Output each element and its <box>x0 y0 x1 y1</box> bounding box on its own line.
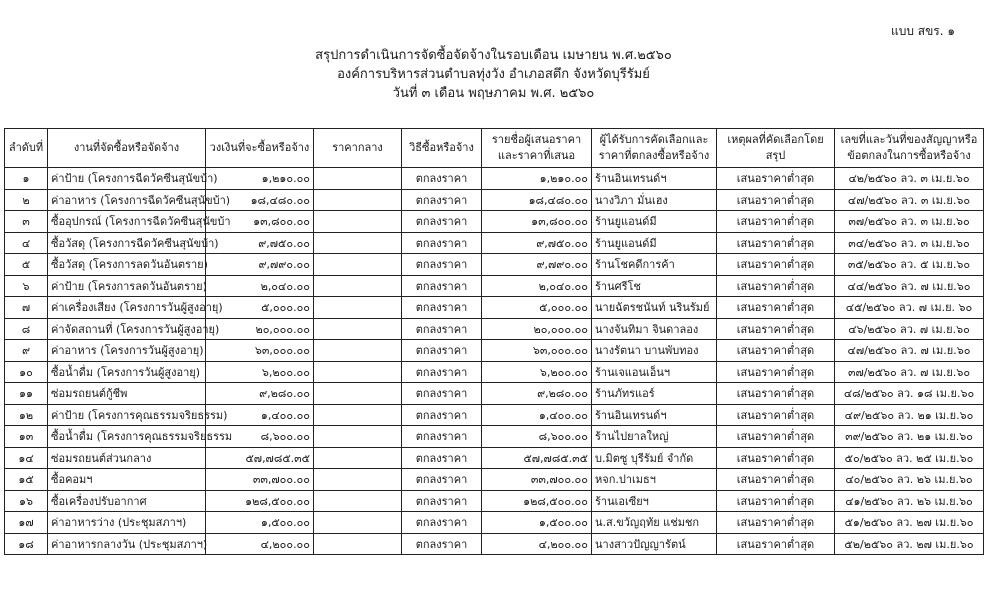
cell-method: ตกลงราคา <box>402 361 482 383</box>
cell-winner: ร้านเอเซียฯ <box>592 490 717 512</box>
procurement-table <box>4 128 984 555</box>
cell-winner: ร้านอินเทรนด์ฯ <box>592 168 717 190</box>
cell-reason: เสนอราคาต่ำสุด <box>717 404 835 426</box>
cell-winner: นางจันทิมา จินดาลอง <box>592 318 717 340</box>
table-row <box>5 447 984 469</box>
cell-no: ๑๓ <box>5 426 48 448</box>
cell-budget: ๒๐,๐๐๐.๐๐ <box>206 318 314 340</box>
cell-median-price <box>314 232 402 254</box>
cell-method: ตกลงราคา <box>402 512 482 534</box>
cell-item: ค่าเครื่องเสียง (โครงการวันผู้สูงอายุ) <box>48 297 206 319</box>
cell-budget: ๕,๐๐๐.๐๐ <box>206 297 314 319</box>
cell-median-price <box>314 361 402 383</box>
cell-no: ๒ <box>5 189 48 211</box>
cell-median-price <box>314 512 402 534</box>
cell-bid: ๕,๐๐๐.๐๐ <box>482 297 592 319</box>
cell-median-price <box>314 404 402 426</box>
cell-contract: ๓๗/๒๕๖๐ ลว. ๗ เม.ย.๖๐ <box>835 361 984 383</box>
cell-budget: ๑,๔๐๐.๐๐ <box>206 404 314 426</box>
header-date: วันที่ ๓ เดือน พฤษภาคม พ.ศ. ๒๕๖๐ <box>392 86 595 101</box>
cell-bid: ๔,๒๐๐.๐๐ <box>482 533 592 555</box>
cell-winner: ร้านเจแอนเอ็นฯ <box>592 361 717 383</box>
cell-method: ตกลงราคา <box>402 168 482 190</box>
cell-contract: ๕๑/๒๕๖๐ ลว. ๒๗ เม.ย.๖๐ <box>835 512 984 534</box>
cell-reason: เสนอราคาต่ำสุด <box>717 426 835 448</box>
cell-bid: ๙,๗๕๐.๐๐ <box>482 232 592 254</box>
cell-budget: ๔,๒๐๐.๐๐ <box>206 533 314 555</box>
cell-bid: ๑,๕๐๐.๐๐ <box>482 512 592 534</box>
cell-budget: ๘,๖๐๐.๐๐ <box>206 426 314 448</box>
cell-method: ตกลงราคา <box>402 254 482 276</box>
cell-reason: เสนอราคาต่ำสุด <box>717 211 835 233</box>
cell-contract: ๔๗/๒๕๖๐ ลว. ๓ เม.ย.๖๐ <box>835 189 984 211</box>
cell-winner: ร้านศรีโช <box>592 275 717 297</box>
cell-winner: นางวิภา มั่นเฮง <box>592 189 717 211</box>
cell-budget: ๙,๗๙๐.๐๐ <box>206 254 314 276</box>
cell-method: ตกลงราคา <box>402 297 482 319</box>
cell-reason: เสนอราคาต่ำสุด <box>717 490 835 512</box>
cell-item: ซื้อเครื่องปรับอากาศ <box>48 490 206 512</box>
cell-budget: ๖,๒๐๐.๐๐ <box>206 361 314 383</box>
cell-item: ซื้อวัสดุ (โครงการฉีดวัคซีนสุนัขบ้า) <box>48 232 206 254</box>
cell-winner: บ.มิตซู บุรีรัมย์ จำกัด <box>592 447 717 469</box>
cell-contract: ๓๗/๒๕๖๐ ลว. ๓ เม.ย.๖๐ <box>835 211 984 233</box>
cell-no: ๙ <box>5 340 48 362</box>
cell-reason: เสนอราคาต่ำสุด <box>717 232 835 254</box>
cell-reason: เสนอราคาต่ำสุด <box>717 361 835 383</box>
cell-median-price <box>314 275 402 297</box>
cell-winner: นางสาวปัญญารัตน์ <box>592 533 717 555</box>
cell-winner: นายฉัตรชนันท์ นรินรัมย์ <box>592 297 717 319</box>
cell-method: ตกลงราคา <box>402 275 482 297</box>
table-row <box>5 232 984 254</box>
cell-method: ตกลงราคา <box>402 426 482 448</box>
cell-budget: ๕๗,๗๘๕.๓๕ <box>206 447 314 469</box>
cell-contract: ๓๔/๒๕๖๐ ลว. ๓ เม.ย.๖๐ <box>835 232 984 254</box>
cell-median-price <box>314 469 402 491</box>
cell-reason: เสนอราคาต่ำสุด <box>717 383 835 405</box>
cell-item: ค่าอาหาร (โครงการวันผู้สูงอายุ) <box>48 340 206 362</box>
cell-budget: ๑๒๘,๕๐๐.๐๐ <box>206 490 314 512</box>
cell-no: ๕ <box>5 254 48 276</box>
table-row <box>5 361 984 383</box>
cell-winner: หจก.ปาเมธฯ <box>592 469 717 491</box>
form-code: แบบ สขร. ๑ <box>890 24 955 38</box>
col-header-method: วิธีซื้อหรือจ้าง <box>402 129 482 168</box>
col-header-winner: ผู้ได้รับการคัดเลือกและราคาที่ตกลงซื้อหรือจ้าง <box>592 129 717 168</box>
cell-winner: ร้านอินเทรนด์ฯ <box>592 404 717 426</box>
cell-bid: ๕๗,๗๘๕.๓๕ <box>482 447 592 469</box>
cell-bid: ๘,๖๐๐.๐๐ <box>482 426 592 448</box>
cell-no: ๑๘ <box>5 533 48 555</box>
cell-contract: ๔๖/๒๕๖๐ ลว. ๗ เม.ย.๖๐ <box>835 318 984 340</box>
cell-reason: เสนอราคาต่ำสุด <box>717 189 835 211</box>
cell-contract: ๔๔/๒๕๖๐ ลว. ๗ เม.ย.๖๐ <box>835 275 984 297</box>
cell-reason: เสนอราคาต่ำสุด <box>717 512 835 534</box>
table-row <box>5 318 984 340</box>
cell-contract: ๕๒/๒๕๖๐ ลว. ๒๗ เม.ย.๖๐ <box>835 533 984 555</box>
cell-bid: ๑,๒๑๐.๐๐ <box>482 168 592 190</box>
cell-item: ค่าป้าย (โครงการฉีดวัคซีนสุนัขบ้า) <box>48 168 206 190</box>
cell-winner: ร้านยูแอนด์มี <box>592 211 717 233</box>
cell-median-price <box>314 168 402 190</box>
table-row <box>5 512 984 534</box>
table-header-row <box>5 129 984 168</box>
cell-reason: เสนอราคาต่ำสุด <box>717 297 835 319</box>
cell-bid: ๒๐,๐๐๐.๐๐ <box>482 318 592 340</box>
cell-contract: ๔๐/๒๕๖๐ ลว. ๒๖ เม.ย.๖๐ <box>835 469 984 491</box>
cell-median-price <box>314 447 402 469</box>
cell-bid: ๓๓,๗๐๐.๐๐ <box>482 469 592 491</box>
cell-median-price <box>314 297 402 319</box>
cell-budget: ๑๓,๘๐๐.๐๐ <box>206 211 314 233</box>
cell-bid: ๑๘,๔๘๐.๐๐ <box>482 189 592 211</box>
cell-contract: ๕๐/๒๕๖๐ ลว. ๒๕ เม.ย.๖๐ <box>835 447 984 469</box>
table-row <box>5 297 984 319</box>
cell-item: ซื้อน้ำดื่ม (โครงการคุณธรรมจริยธรรม <box>48 426 206 448</box>
cell-budget: ๑,๒๑๐.๐๐ <box>206 168 314 190</box>
cell-item: ค่าอาหาร (โครงการฉีดวัคซีนสุนัขบ้า) <box>48 189 206 211</box>
cell-method: ตกลงราคา <box>402 447 482 469</box>
cell-item: ค่าอาหารว่าง (ประชุมสภาฯ) <box>48 512 206 534</box>
cell-no: ๑๔ <box>5 447 48 469</box>
cell-no: ๓ <box>5 211 48 233</box>
cell-reason: เสนอราคาต่ำสุด <box>717 533 835 555</box>
cell-contract: ๔๘/๒๕๖๐ ลว. ๑๘ เม.ย.๖๐ <box>835 383 984 405</box>
cell-method: ตกลงราคา <box>402 318 482 340</box>
cell-budget: ๓๓,๗๐๐.๐๐ <box>206 469 314 491</box>
cell-budget: ๖๓,๐๐๐.๐๐ <box>206 340 314 362</box>
cell-reason: เสนอราคาต่ำสุด <box>717 275 835 297</box>
cell-budget: ๑,๕๐๐.๐๐ <box>206 512 314 534</box>
table-row <box>5 469 984 491</box>
cell-winner: ร้านโชคดีการค้า <box>592 254 717 276</box>
cell-median-price <box>314 490 402 512</box>
cell-contract: ๔๒/๒๕๖๐ ลว. ๓ เม.ย.๖๐ <box>835 168 984 190</box>
cell-contract: ๔๗/๒๕๖๐ ลว. ๗ เม.ย.๖๐ <box>835 340 984 362</box>
cell-median-price <box>314 189 402 211</box>
table-row <box>5 383 984 405</box>
cell-budget: ๑๘,๔๘๐.๐๐ <box>206 189 314 211</box>
cell-method: ตกลงราคา <box>402 469 482 491</box>
cell-median-price <box>314 318 402 340</box>
cell-no: ๑ <box>5 168 48 190</box>
cell-contract: ๓๕/๒๕๖๐ ลว. ๕ เม.ย.๖๐ <box>835 254 984 276</box>
col-header-item: งานที่จัดซื้อหรือจัดจ้าง <box>48 129 206 168</box>
cell-item: ค่าอาหารกลางวัน (ประชุมสภาฯ) <box>48 533 206 555</box>
table-row <box>5 404 984 426</box>
col-header-budget: วงเงินที่จะซื้อหรือจ้าง <box>206 129 314 168</box>
cell-item: ค่าป้าย (โครงการลดวันอันตราย) <box>48 275 206 297</box>
cell-item: ซื้อคอมฯ <box>48 469 206 491</box>
cell-method: ตกลงราคา <box>402 189 482 211</box>
col-header-no: ลำดับที่ <box>5 129 48 168</box>
cell-median-price <box>314 211 402 233</box>
cell-item: ซ่อมรถยนต์กู้ชีพ <box>48 383 206 405</box>
cell-no: ๑๕ <box>5 469 48 491</box>
cell-no: ๑๐ <box>5 361 48 383</box>
cell-winner: ร้านยูแอนด์มี <box>592 232 717 254</box>
cell-item: ซ่อมรถยนต์ส่วนกลาง <box>48 447 206 469</box>
cell-budget: ๙,๗๕๐.๐๐ <box>206 232 314 254</box>
cell-bid: ๖,๒๐๐.๐๐ <box>482 361 592 383</box>
cell-reason: เสนอราคาต่ำสุด <box>717 168 835 190</box>
cell-median-price <box>314 533 402 555</box>
cell-reason: เสนอราคาต่ำสุด <box>717 254 835 276</box>
cell-bid: ๑,๔๐๐.๐๐ <box>482 404 592 426</box>
cell-bid: ๑๒๘,๕๐๐.๐๐ <box>482 490 592 512</box>
table-row <box>5 254 984 276</box>
col-header-bidders: รายชื่อผู้เสนอราคาและราคาที่เสนอ <box>482 129 592 168</box>
cell-method: ตกลงราคา <box>402 211 482 233</box>
cell-contract: ๔๑/๒๕๖๐ ลว. ๒๖ เม.ย.๖๐ <box>835 490 984 512</box>
cell-winner: ร้านไปยาลใหญ่ <box>592 426 717 448</box>
table-row <box>5 490 984 512</box>
cell-no: ๘ <box>5 318 48 340</box>
cell-no: ๑๑ <box>5 383 48 405</box>
table-row <box>5 426 984 448</box>
table-row <box>5 168 984 190</box>
cell-no: ๑๒ <box>5 404 48 426</box>
cell-bid: ๙,๒๘๐.๐๐ <box>482 383 592 405</box>
table-row <box>5 340 984 362</box>
cell-bid: ๙,๗๙๐.๐๐ <box>482 254 592 276</box>
cell-no: ๗ <box>5 297 48 319</box>
cell-method: ตกลงราคา <box>402 533 482 555</box>
cell-contract: ๔๕/๒๕๖๐ ลว. ๗ เม.ย. ๖๐ <box>835 297 984 319</box>
cell-reason: เสนอราคาต่ำสุด <box>717 318 835 340</box>
col-header-reason: เหตุผลที่คัดเลือกโดยสรุป <box>717 129 835 168</box>
cell-median-price <box>314 254 402 276</box>
table-row <box>5 211 984 233</box>
cell-method: ตกลงราคา <box>402 383 482 405</box>
cell-budget: ๙,๒๘๐.๐๐ <box>206 383 314 405</box>
cell-item: ซื้ออุปกรณ์ (โครงการฉีดวัคซีนสุนัขบ้า <box>48 211 206 233</box>
cell-bid: ๑๓,๘๐๐.๐๐ <box>482 211 592 233</box>
header-organization: องค์การบริหารส่วนตำบลทุ่งวัง อำเภอสตึก จังหวัดบุรีรัมย์ <box>337 67 650 82</box>
cell-median-price <box>314 340 402 362</box>
cell-contract: ๓๙/๒๕๖๐ ลว. ๒๑ เม.ย.๖๐ <box>835 426 984 448</box>
cell-bid: ๒,๐๔๐.๐๐ <box>482 275 592 297</box>
col-header-contract: เลขที่และวันที่ของสัญญาหรือข้อตกลงในการซื้อหรือจ้าง <box>835 129 984 168</box>
table-row <box>5 275 984 297</box>
cell-median-price <box>314 383 402 405</box>
cell-method: ตกลงราคา <box>402 232 482 254</box>
cell-winner: ร้านภัทรแอร์ <box>592 383 717 405</box>
cell-item: ค่าป้าย (โครงการคุณธรรมจริยธรรม) <box>48 404 206 426</box>
table-row <box>5 189 984 211</box>
cell-method: ตกลงราคา <box>402 404 482 426</box>
cell-method: ตกลงราคา <box>402 490 482 512</box>
cell-item: ค่าจัดสถานที่ (โครงการวันผู้สูงอายุ) <box>48 318 206 340</box>
table-row <box>5 533 984 555</box>
cell-no: ๑๗ <box>5 512 48 534</box>
cell-no: ๑๖ <box>5 490 48 512</box>
col-header-median-price: ราคากลาง <box>314 129 402 168</box>
cell-winner: นางรัตนา บานพับทอง <box>592 340 717 362</box>
cell-budget: ๒,๐๔๐.๐๐ <box>206 275 314 297</box>
cell-reason: เสนอราคาต่ำสุด <box>717 469 835 491</box>
cell-bid: ๖๓,๐๐๐.๐๐ <box>482 340 592 362</box>
cell-item: ซื้อน้ำดื่ม (โครงการวันผู้สูงอายุ) <box>48 361 206 383</box>
cell-reason: เสนอราคาต่ำสุด <box>717 340 835 362</box>
cell-median-price <box>314 426 402 448</box>
header-title: สรุปการดำเนินการจัดซื้อจัดจ้างในรอบเดือน เมษายน พ.ศ.๒๕๖๐ <box>315 48 672 63</box>
cell-no: ๖ <box>5 275 48 297</box>
cell-item: ซื้อวัสดุ (โครงการลดวันอันตราย) <box>48 254 206 276</box>
cell-winner: น.ส.ขวัญฤทัย แช่มชก <box>592 512 717 534</box>
document-header <box>0 46 987 103</box>
cell-method: ตกลงราคา <box>402 340 482 362</box>
cell-reason: เสนอราคาต่ำสุด <box>717 447 835 469</box>
cell-no: ๔ <box>5 232 48 254</box>
cell-contract: ๔๙/๒๕๖๐ ลว. ๒๑ เม.ย.๖๐ <box>835 404 984 426</box>
